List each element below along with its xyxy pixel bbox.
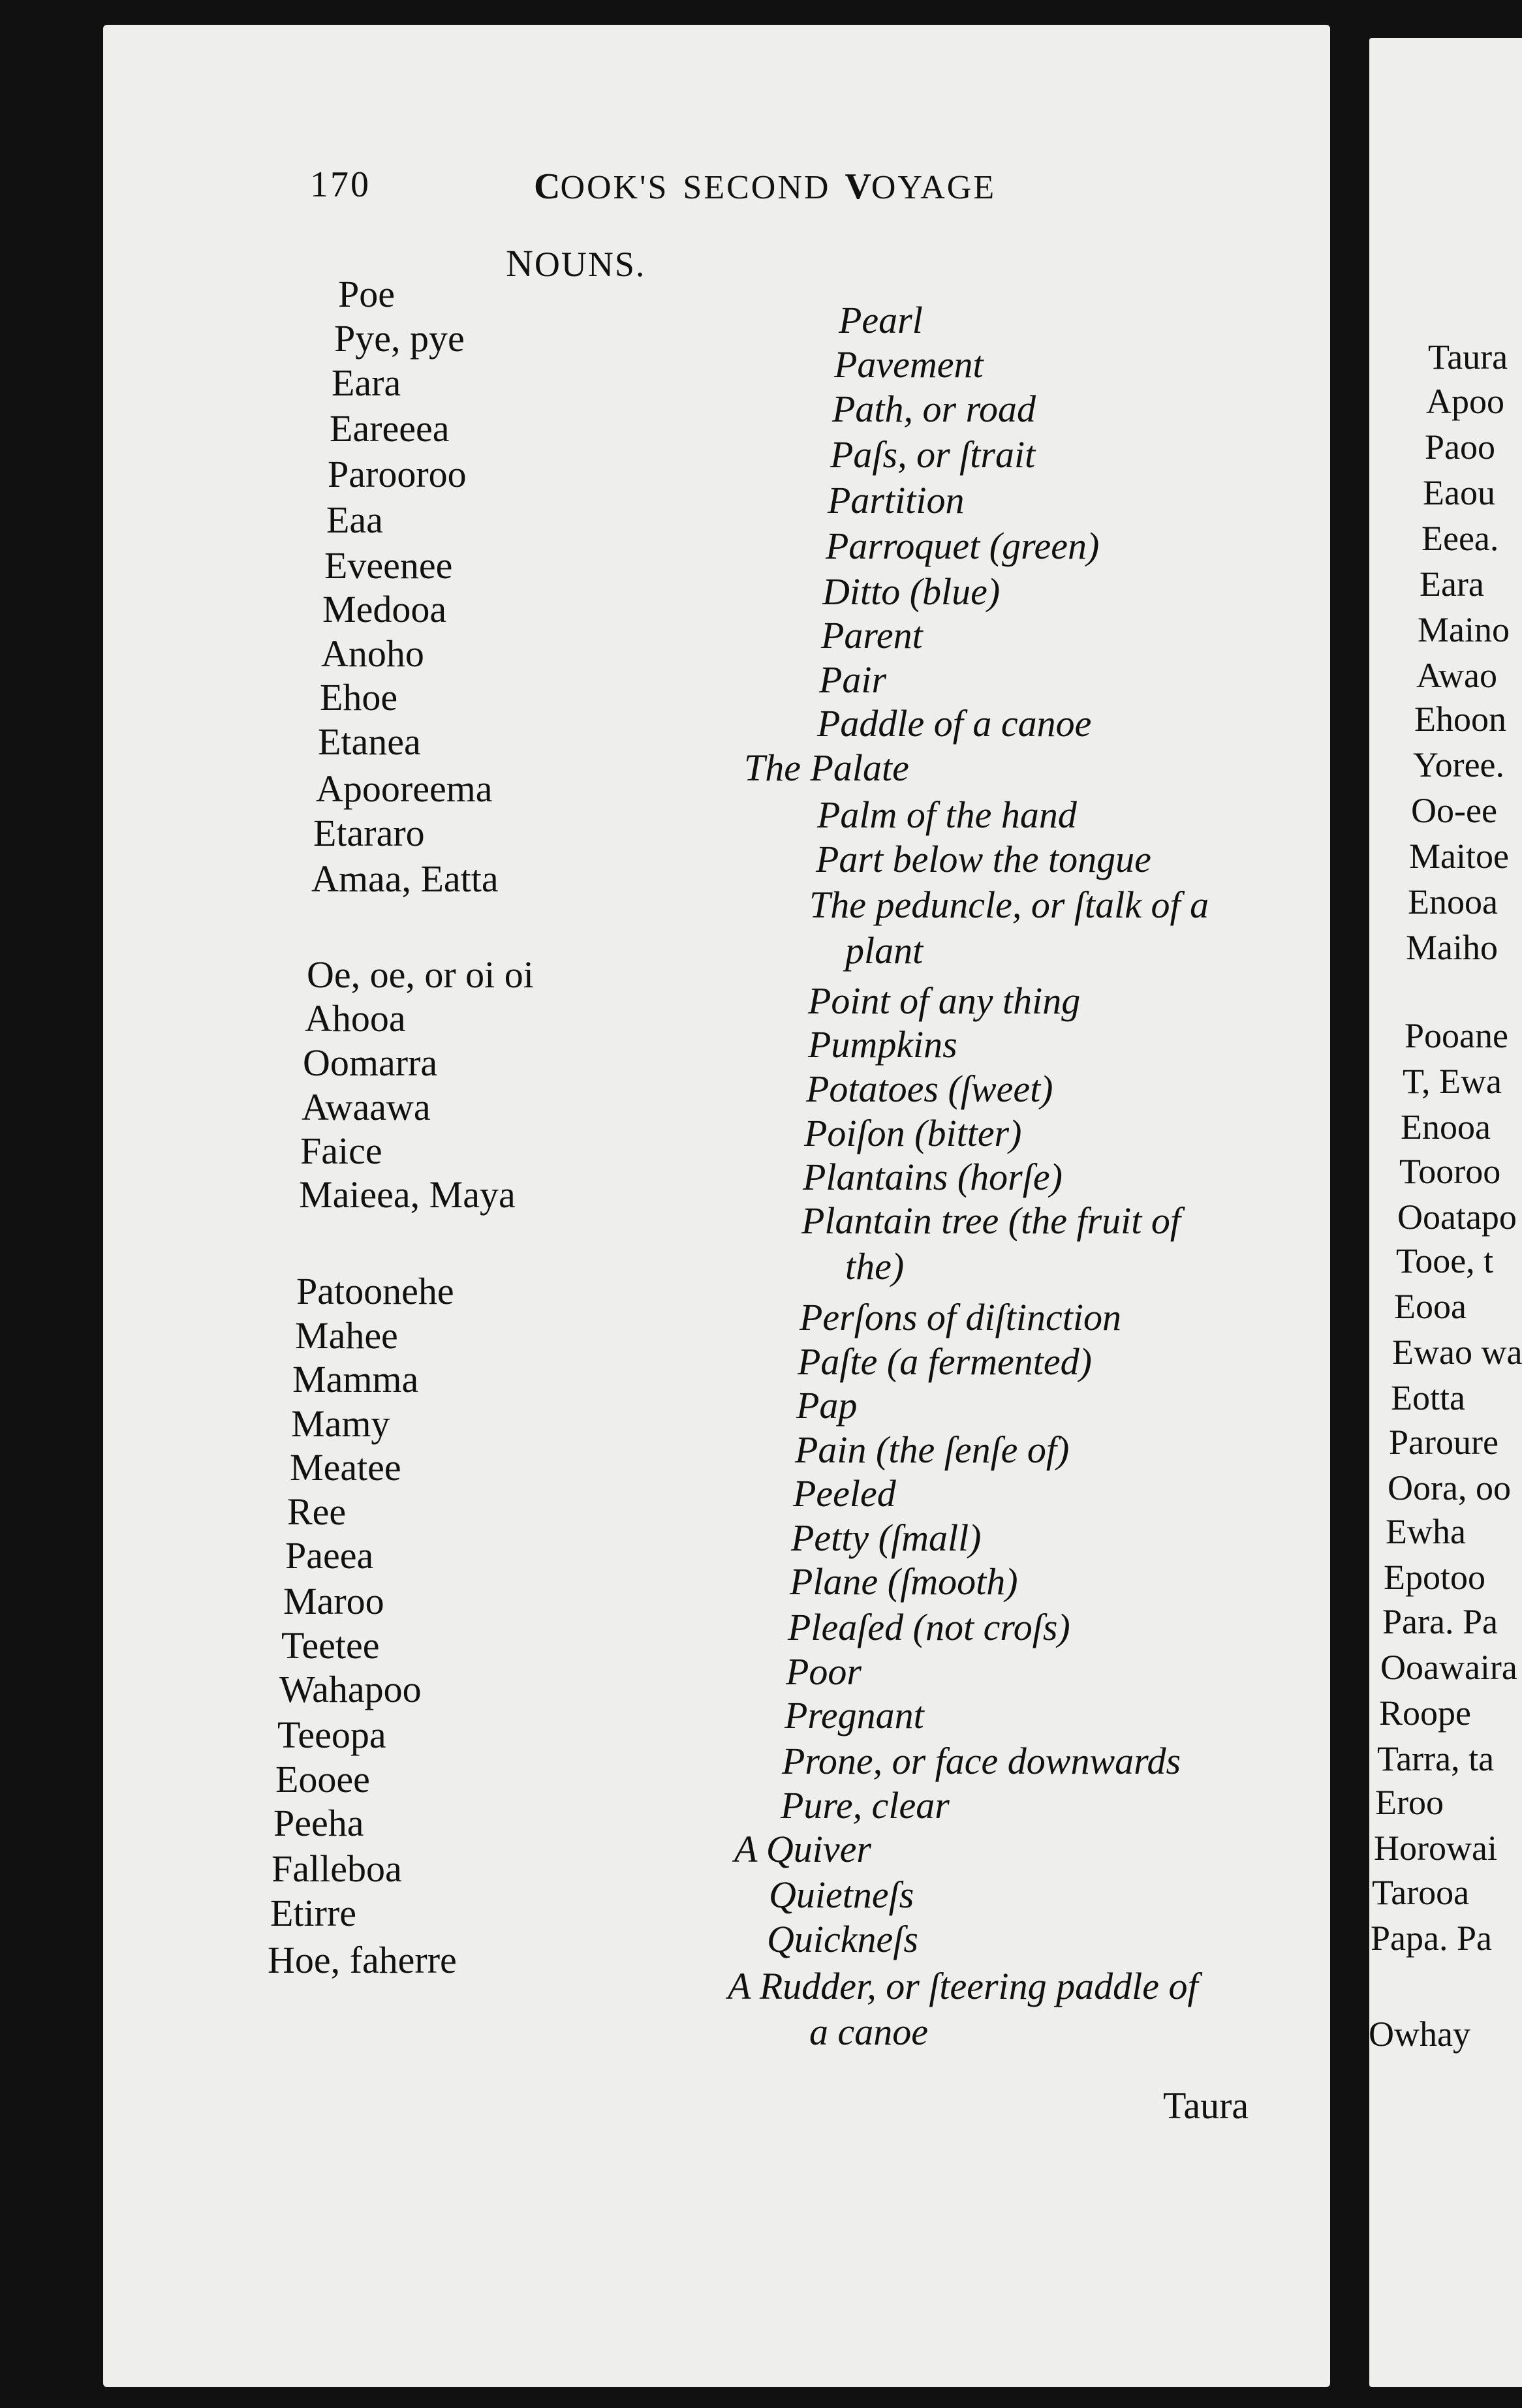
- native-word: Parooroo: [328, 453, 467, 495]
- native-word: Eveenee: [324, 544, 453, 587]
- english-gloss: A Rudder, or ſteering paddle of: [728, 1965, 1198, 2007]
- english-gloss: Pavement: [834, 343, 984, 386]
- facing-page-word: Eara: [1420, 564, 1484, 604]
- native-word: Falleboa: [272, 1847, 402, 1890]
- native-word: Teeopa: [277, 1714, 386, 1756]
- facing-page-word: Ooawaira: [1380, 1648, 1517, 1687]
- title-rest-1: OOK'S: [560, 169, 669, 206]
- english-gloss: Path, or road: [832, 388, 1036, 430]
- english-gloss: Parroquet (green): [826, 525, 1100, 567]
- english-gloss-continuation: the): [845, 1245, 905, 1288]
- english-gloss: Paſs, or ſtrait: [830, 433, 1036, 476]
- native-word: Oe, oe, or oi oi: [307, 953, 534, 996]
- english-gloss: A Quiver: [734, 1828, 871, 1870]
- english-gloss: Part below the tongue: [816, 838, 1151, 880]
- native-word: Patoonehe: [296, 1270, 454, 1312]
- english-gloss: Perſons of diſtinction: [800, 1296, 1121, 1338]
- english-gloss: Paddle of a canoe: [817, 702, 1092, 745]
- english-gloss: Poor: [786, 1650, 862, 1693]
- facing-page-word: Tarra, ta: [1377, 1739, 1495, 1778]
- native-word: Anoho: [321, 632, 424, 675]
- facing-page-word: Ehoon: [1414, 700, 1506, 739]
- english-gloss: Petty (ſmall): [791, 1517, 982, 1559]
- facing-page-word: Yoree.: [1413, 745, 1505, 784]
- facing-page-word: Enooa: [1408, 882, 1498, 921]
- native-word: Poe: [338, 273, 395, 315]
- facing-page-word: Tooe, t: [1396, 1241, 1494, 1280]
- english-gloss: Pair: [819, 658, 887, 701]
- english-gloss: Poiſon (bitter): [804, 1112, 1022, 1154]
- heading-cap: N: [506, 242, 535, 285]
- native-word: Eara: [332, 362, 401, 404]
- native-word: Ree: [287, 1490, 347, 1533]
- native-word: Ehoe: [320, 676, 398, 718]
- english-gloss: Pumpkins: [808, 1023, 957, 1066]
- facing-page-word: Eooa: [1394, 1287, 1467, 1326]
- facing-page-word: Taura: [1428, 337, 1508, 377]
- native-word: Hoe, faherre: [268, 1939, 457, 1981]
- english-gloss: Prone, or face downwards: [782, 1740, 1181, 1782]
- english-gloss: Palm of the hand: [817, 794, 1077, 836]
- english-gloss-continuation: plant: [845, 929, 924, 972]
- facing-page-word: Tooroo: [1399, 1152, 1501, 1191]
- english-gloss: Parent: [821, 614, 923, 656]
- native-word: Apooreema: [316, 767, 493, 810]
- native-word: Maroo: [283, 1580, 384, 1622]
- facing-page-word: Maiho: [1406, 928, 1498, 967]
- english-gloss: Pap: [796, 1384, 858, 1427]
- title-rest-2: OYAGE: [871, 169, 997, 206]
- facing-page-word: Eotta: [1391, 1378, 1465, 1417]
- english-gloss: Plane (ſmooth): [790, 1560, 1018, 1603]
- english-gloss: Pain (the ſenſe of): [795, 1428, 1070, 1471]
- facing-page-word: Awao: [1416, 656, 1498, 695]
- facing-page-word: Roope: [1379, 1693, 1471, 1733]
- english-gloss: Plantain tree (the fruit of: [801, 1199, 1181, 1242]
- facing-page-word: Paoo: [1425, 427, 1495, 467]
- native-word: Awaawa: [302, 1086, 431, 1128]
- english-gloss: Plantains (horſe): [803, 1156, 1063, 1198]
- native-word: Mamma: [292, 1358, 419, 1400]
- native-word: Pye, pye: [334, 317, 465, 360]
- english-gloss-continuation: a canoe: [809, 2011, 928, 2053]
- facing-page-word: Epotoo: [1384, 1558, 1485, 1597]
- native-word: Paeea: [285, 1534, 374, 1577]
- native-word: Etararo: [313, 812, 425, 854]
- facing-page-word: Eroo: [1375, 1783, 1444, 1822]
- title-cap-2: V: [845, 166, 871, 207]
- native-word: Medooa: [322, 588, 447, 630]
- native-word: Mamy: [291, 1402, 390, 1445]
- english-gloss: Quickneſs: [767, 1918, 918, 1960]
- facing-page-word: Oo-ee: [1411, 791, 1497, 830]
- facing-page-word: Papa. Pa: [1371, 1919, 1492, 1958]
- catchword: Taura: [1163, 2084, 1249, 2127]
- facing-page-word: Horowai: [1374, 1829, 1497, 1868]
- heading-rest: OUNS.: [534, 245, 646, 284]
- facing-page-word: Oora, oo: [1388, 1468, 1511, 1507]
- native-word: Meatee: [290, 1446, 401, 1489]
- facing-page-word: Eaou: [1423, 473, 1495, 512]
- native-word: Faice: [300, 1130, 382, 1172]
- native-word: Ahooa: [305, 997, 406, 1040]
- facing-page-word: Ooatapo: [1397, 1197, 1517, 1237]
- native-word: Wahapoo: [279, 1668, 422, 1710]
- facing-page-word: T, Ewa: [1403, 1062, 1502, 1101]
- english-gloss: Partition: [828, 479, 965, 521]
- facing-page-word: Tarooa: [1372, 1873, 1470, 1912]
- english-gloss: Pearl: [839, 299, 923, 341]
- facing-page-word: Para. Pa: [1382, 1602, 1498, 1641]
- native-word: Mahee: [295, 1314, 398, 1357]
- title-cap-1: C: [534, 166, 561, 207]
- native-word: Amaa, Eatta: [311, 857, 499, 900]
- running-title: [534, 168, 996, 205]
- section-heading: [506, 242, 646, 285]
- english-gloss: The peduncle, or ſtalk of a: [809, 884, 1209, 926]
- english-gloss: Ditto (blue): [822, 570, 1001, 613]
- native-word: Maieea, Maya: [299, 1173, 516, 1216]
- english-gloss: Pleaſed (not croſs): [788, 1606, 1070, 1648]
- facing-page-word: Ewha: [1386, 1512, 1466, 1551]
- facing-page-word: Maino: [1418, 610, 1510, 649]
- facing-page-word: Maitoe: [1409, 837, 1509, 876]
- facing-page-word: Eeea.: [1421, 519, 1499, 558]
- native-word: Oomarra: [303, 1042, 438, 1084]
- english-gloss: Pregnant: [784, 1694, 924, 1737]
- english-gloss: Potatoes (ſweet): [806, 1068, 1053, 1110]
- facing-page-word: Pooane: [1405, 1016, 1508, 1055]
- native-word: Eooee: [275, 1758, 370, 1800]
- facing-page-word: Enooa: [1401, 1107, 1491, 1147]
- facing-page-word: Paroure: [1389, 1423, 1499, 1462]
- native-word: Etirre: [270, 1892, 357, 1934]
- english-gloss: Peeled: [793, 1472, 896, 1515]
- native-word: Teetee: [281, 1624, 380, 1667]
- facing-page-word: Owhay: [1369, 2014, 1470, 2054]
- native-word: Etanea: [318, 720, 421, 763]
- page-number: 170: [310, 164, 371, 205]
- english-gloss: Pure, clear: [781, 1784, 950, 1827]
- title-middle: SECOND: [683, 169, 831, 206]
- facing-page-word: Apoo: [1426, 382, 1504, 421]
- english-gloss: Point of any thing: [808, 980, 1081, 1022]
- native-word: Eareeea: [330, 407, 450, 450]
- english-gloss: Paſte (a fermented): [798, 1340, 1092, 1383]
- native-word: Peeha: [273, 1802, 364, 1844]
- english-gloss: The Palate: [744, 747, 909, 789]
- native-word: Eaa: [326, 499, 383, 541]
- english-gloss: Quietneſs: [769, 1874, 914, 1916]
- facing-page-word: Ewao wa: [1392, 1333, 1522, 1372]
